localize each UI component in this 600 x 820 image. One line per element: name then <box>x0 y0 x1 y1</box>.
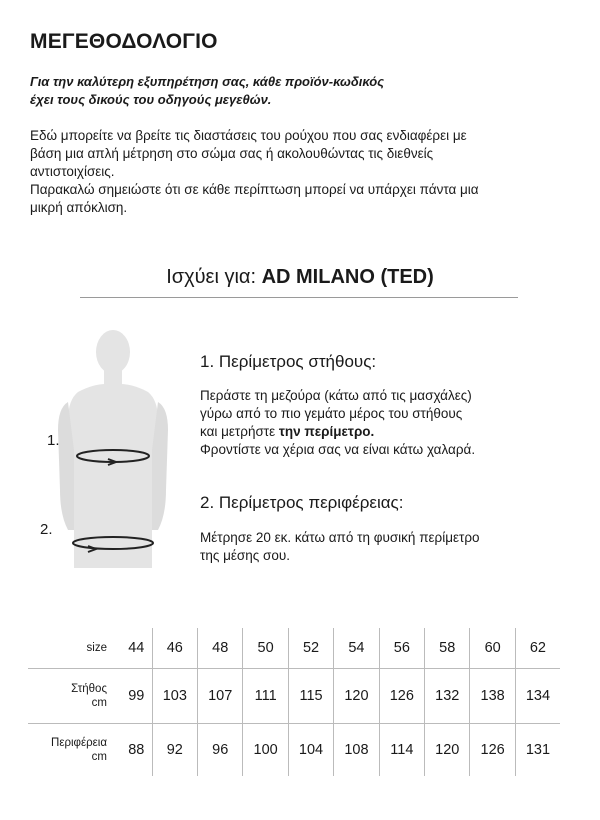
neck-shape <box>104 368 122 386</box>
row-label-unit: cm <box>91 751 107 763</box>
row-label-hip <box>28 724 121 777</box>
table-row-sizes <box>28 628 560 669</box>
page-title: ΜΕΓΕΘΟΔΟΛΟΓΙΟ <box>30 30 218 53</box>
intro-highlight <box>30 73 570 109</box>
intro-highlight-line: Για την καλύτερη εξυπηρέτηση σας, κάθε προϊόν-κωδικός <box>30 74 385 89</box>
hip-cell: 108 <box>334 724 379 777</box>
row-label-text: Στήθος <box>71 683 107 695</box>
intro-line: αντιστοιχίσεις. <box>30 164 115 179</box>
section-hip-title: 2. Περίμετρος περιφέρειας: <box>200 493 404 512</box>
chest-cell: 103 <box>152 669 197 724</box>
size-cell: 58 <box>425 628 470 669</box>
section-hip-text <box>200 529 570 565</box>
table-row-hip <box>28 724 560 777</box>
row-label-size <box>28 628 121 669</box>
hip-cell: 120 <box>425 724 470 777</box>
size-cell: 46 <box>152 628 197 669</box>
size-cell: 60 <box>470 628 515 669</box>
chest-cell: 115 <box>288 669 333 724</box>
size-cell: 52 <box>288 628 333 669</box>
torso-silhouette-icon <box>38 330 188 580</box>
row-label-text: size <box>86 642 107 654</box>
size-cell: 62 <box>515 628 560 669</box>
section-chest-line-prefix: και μετρήστε <box>200 424 279 439</box>
row-label-unit: cm <box>91 697 107 709</box>
chest-cell: 132 <box>425 669 470 724</box>
hip-cell: 100 <box>243 724 288 777</box>
hip-cell: 114 <box>379 724 424 777</box>
hip-cell: 131 <box>515 724 560 777</box>
divider <box>80 297 518 298</box>
intro-line: μικρή απόκλιση. <box>30 200 128 215</box>
body-measurement-figure <box>38 330 188 580</box>
intro-line: βάση μια απλή μέτρηση στο σώμα σας ή ακολουθώντας τις διεθνείς <box>30 146 434 161</box>
section-chest-line <box>200 423 570 441</box>
chest-marker: 1. <box>47 432 60 449</box>
chest-cell: 120 <box>334 669 379 724</box>
intro-paragraph <box>30 127 570 217</box>
section-chest-text <box>200 387 570 459</box>
intro-line: Εδώ μπορείτε να βρείτε τις διαστάσεις του ρούχου που σας ενδιαφέρει με <box>30 128 467 143</box>
chest-cell: 138 <box>470 669 515 724</box>
size-cell: 56 <box>379 628 424 669</box>
section-chest-emphasis: την περίμετρο. <box>278 424 375 439</box>
row-label-text: Περιφέρεια <box>51 737 107 749</box>
chest-cell: 99 <box>121 669 152 724</box>
hip-marker: 2. <box>40 521 53 538</box>
hip-cell: 126 <box>470 724 515 777</box>
row-label-chest <box>28 669 121 724</box>
table-row-chest <box>28 669 560 724</box>
chest-cell: 134 <box>515 669 560 724</box>
size-cell: 44 <box>128 640 145 656</box>
section-hip-line: της μέσης σου. <box>200 548 290 563</box>
head-shape <box>96 330 130 374</box>
chest-cell: 107 <box>198 669 243 724</box>
hip-cell: 104 <box>288 724 333 777</box>
section-chest-line: γύρω από το πιο γεμάτο μέρος του στήθους <box>200 406 463 421</box>
hip-cell: 88 <box>121 724 152 777</box>
applies-to-heading <box>80 266 520 289</box>
size-table <box>28 628 560 776</box>
applies-product: AD MILANO (TED) <box>261 266 434 288</box>
intro-highlight-line: έχει τους δικούς του οδηγούς μεγεθών. <box>30 92 272 107</box>
section-chest-title: 1. Περίμετρος στήθους: <box>200 352 377 371</box>
chest-cell: 111 <box>243 669 288 724</box>
applies-prefix: Ισχύει για: <box>166 266 262 288</box>
hip-cell: 92 <box>152 724 197 777</box>
section-hip-line: Μέτρησε 20 εκ. κάτω από τη φυσική περίμετρο <box>200 530 480 545</box>
hip-cell: 96 <box>198 724 243 777</box>
size-cell: 50 <box>243 628 288 669</box>
intro-line: Παρακαλώ σημειώστε ότι σε κάθε περίπτωση μπορεί να υπάρχει πάντα μια <box>30 182 479 197</box>
section-chest-line: Φροντίστε να χέρια σας να είναι κάτω χαλαρά. <box>200 442 476 457</box>
chest-cell: 126 <box>379 669 424 724</box>
torso-shape <box>68 384 158 568</box>
section-chest-line: Περάστε τη μεζούρα (κάτω από τις μασχάλες) <box>200 388 472 403</box>
size-cell: 48 <box>198 628 243 669</box>
size-cell: 54 <box>334 628 379 669</box>
